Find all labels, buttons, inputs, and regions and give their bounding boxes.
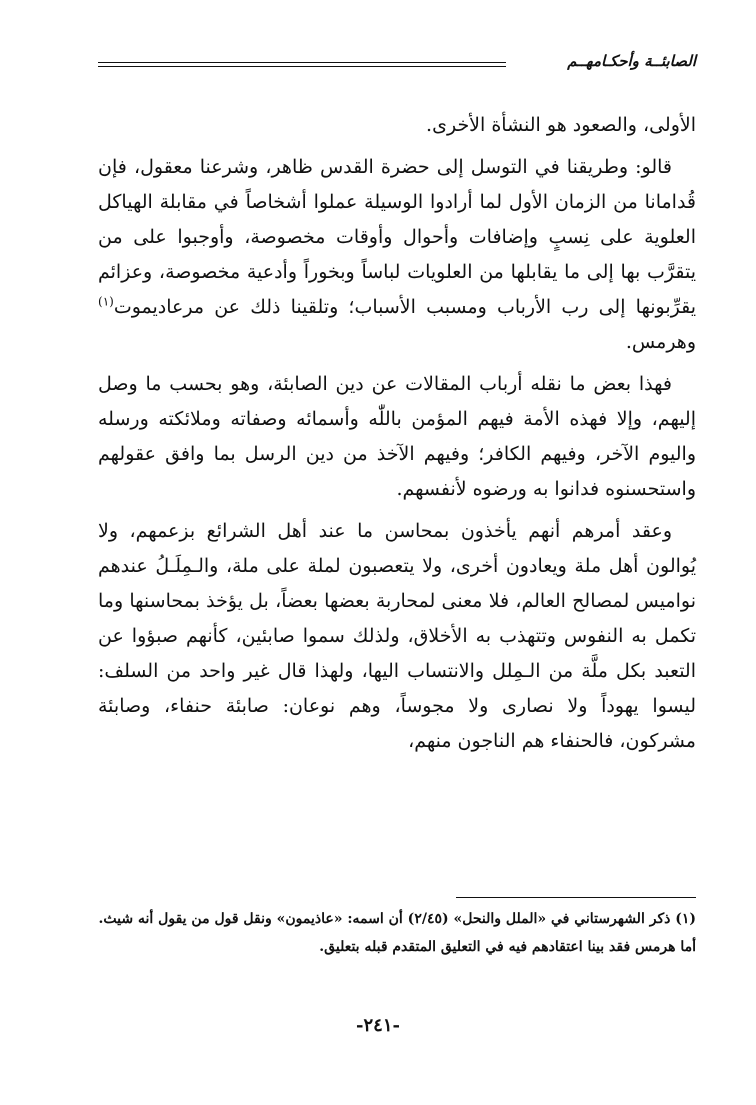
- header-double-rule: [98, 62, 506, 67]
- footnote: (١) ذكر الشهرستاني في «الملل والنحل» (٢/٤٥) أن اسمه: «عاذيمون» ونقل قول من يقول أنه شيث.: [98, 911, 696, 927]
- paragraph: الأولى، والصعود هو النشأة الأخرى.: [426, 114, 696, 136]
- paragraph: [98, 150, 696, 360]
- header-title: الصابئــة وأحكـامهــم: [557, 52, 696, 70]
- footnotes: [98, 905, 696, 961]
- paragraph-text: قالو: وطريقنا في التوسل إلى حضرة القدس ظاهر، وشرعنا معقول، فإن قُدامانا من الزمان الأول لما أرادوا الوسيلة عملوا أشخاصاً في مقابلة الهياكل العلوية على نِسبٍ وإضافات وأحوال وأوقات مخصوصة، وأوجبوا على من يتقرَّب بها إلى ما يقابلها من العلويات لباساً وبخوراً وأدعية مخصوصة، وعزائم يقرِّبونها إلى رب الأرباب ومسبب الأسباب؛ وتلقينا ذلك عن مرعاديموت: [98, 156, 696, 318]
- paragraph: فهذا بعض ما نقله أرباب المقالات عن دين الصابئة، وهو بحسب ما وصل إليهم، وإلا فهذه الأمة فيهم المؤمن باللّٰه وأسمائه وصفاته وملائكته ورسله واليوم الآخر، وفيهم الكافر؛ وفيهم الآخذ من دين الرسل بما وافق عقولهم واستحسنوه فدانوا به ورضوه لأنفسهم.: [98, 373, 696, 500]
- paragraph: وعقد أمرهم أنهم يأخذون بمحاسن ما عند أهل الشرائع بزعمهم، ولا يُوالون أهل ملة ويعادون أخرى، ولا يتعصبون لملة على ملة، والـمِلَـلُ عندهم نواميس لمصالح العالم، فلا معنى لمحاربة بعضها بعضاً، بل يؤخذ بمحاسنها وما تكمل به النفوس وتتهذب به الأخلاق، ولذلك سموا صابئين، كأنهم صبؤوا عن التعبد بكل ملَّة من الـمِلل والانتساب اليها، ولهذا قال غير واحد من السلف: ليسوا يهوداً ولا نصارى ولا مجوساً، وهم نوعان: صابئة حنفاء، وصابئة مشركون، فالحنفاء هم الناجون منهم،: [98, 520, 696, 752]
- page-number: -٢٤١-: [356, 1015, 400, 1036]
- footnote-separator: [456, 897, 696, 898]
- paragraph-tail: وهرمس.: [625, 331, 696, 353]
- running-header: [98, 52, 696, 80]
- main-text: [98, 108, 696, 766]
- footnote: أما هرمس فقد بينا اعتقادهم فيه في التعليق المتقدم قبله بتعليق.: [319, 939, 696, 955]
- footnote-reference[interactable]: (١): [98, 294, 114, 309]
